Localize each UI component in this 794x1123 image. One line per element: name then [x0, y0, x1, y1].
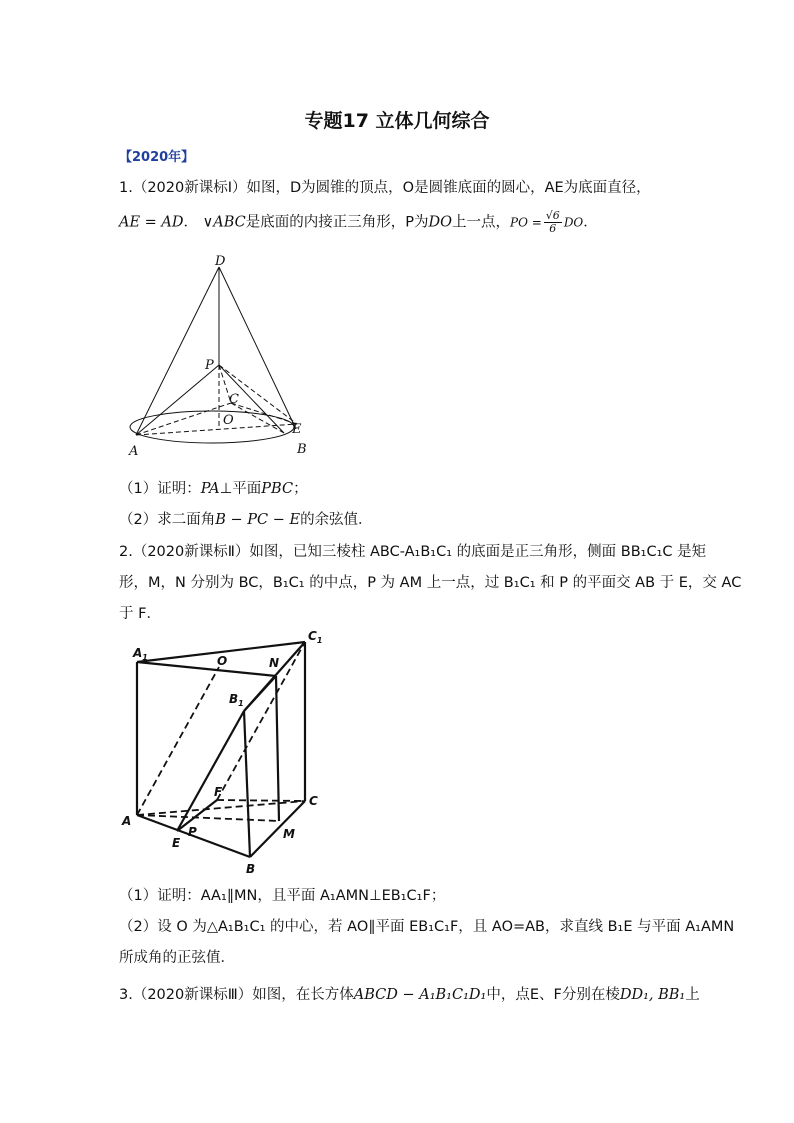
q1-triangle-abc: ∨ABC — [202, 214, 246, 231]
dash-fc1 — [217, 642, 305, 800]
label-b: B — [246, 862, 256, 875]
q2-line2: 形，M，N 分别为 BC，B₁C₁ 的中点，P 为 AM 上一点，过 B₁C₁ 和 P 的平面交 AB 于 E，交 AC — [119, 575, 742, 591]
dash-ae — [136, 424, 297, 435]
q1-frac-num: √6 — [545, 209, 560, 222]
label-p: P — [188, 825, 197, 839]
label-f: F — [214, 785, 223, 799]
q2-part2-line1: （2）设 O 为△A₁B₁C₁ 的中心，若 AO∥平面 EB₁C₁F，且 AO=AB，求直线 B₁E 与平面 A₁AMN — [119, 919, 735, 935]
q3-solid: ABCD − A₁B₁C₁D₁ — [353, 987, 487, 1003]
q1-text-b: 上一点， — [452, 214, 511, 231]
q1-text-a: 是底面的内接正三角形，P为 — [245, 214, 429, 231]
q3-edges: DD₁, BB₁ — [619, 987, 686, 1003]
q3-line1 — [119, 983, 700, 1004]
dash-ac — [136, 403, 231, 435]
q2-line1: 2.（2020新课标Ⅱ）如图，已知三棱柱 ABC-A₁B₁C₁ 的底面是正三角形，侧面 BB₁C₁C 是矩 — [119, 544, 707, 560]
q1-part2-end: 的余弦值． — [300, 512, 373, 528]
label-a: A — [129, 444, 139, 459]
label-b1: $B_1$ — [229, 692, 244, 708]
edge-da — [136, 267, 219, 435]
q1-part2 — [119, 508, 373, 529]
q3-end: 上 — [685, 987, 700, 1003]
q1-fraction — [544, 210, 562, 235]
label-a1: $A_1$ — [133, 646, 148, 662]
q1-expr-po: PO = — [510, 215, 542, 230]
label-a: A — [122, 814, 132, 828]
q1-line1: 1.（2020新课标Ⅰ）如图，D为圆锥的顶点，O是圆锥底面的圆心，AE为底面直径， — [119, 180, 651, 196]
page-title: 专题17 立体几何综合 — [304, 110, 490, 132]
edge-ef — [177, 800, 217, 831]
q1-punct-2: ． — [583, 214, 598, 231]
year-tag: 【2020年】 — [119, 150, 195, 165]
label-c: C — [229, 392, 239, 407]
q1-part1 — [119, 477, 308, 498]
label-p: P — [205, 358, 214, 373]
edge-pa — [136, 365, 219, 435]
q1-part1-lead: （1）证明： — [119, 481, 201, 497]
edge-bc — [250, 801, 305, 857]
label-d: D — [215, 255, 226, 269]
q1-seg-do-2: DO — [563, 215, 584, 230]
q1-line2 — [119, 210, 598, 235]
q2-part1: （1）证明：AA₁∥MN，且平面 A₁AMN⊥EB₁C₁F； — [119, 888, 446, 904]
q1-part2-angle: B − PC − E — [215, 512, 301, 528]
edge-nm — [276, 676, 279, 821]
dash-ce — [231, 403, 297, 424]
q3-lead: 3.（2020新课标Ⅲ）如图，在长方体 — [119, 987, 354, 1003]
label-o: O — [217, 654, 228, 668]
cone-base-ellipse — [130, 411, 294, 443]
q1-expr-ae-ad: AE = AD — [119, 214, 184, 231]
label-b: B — [297, 442, 307, 457]
label-o: O — [223, 413, 234, 428]
edge-nb1 — [244, 676, 276, 711]
dash-ao — [137, 667, 219, 815]
q2-line3: 于 F． — [119, 606, 161, 622]
edge-b1b — [244, 711, 250, 857]
edge-a1n — [137, 662, 276, 676]
label-n: N — [269, 656, 280, 670]
label-m: M — [283, 827, 295, 841]
q2-prism-figure — [119, 625, 339, 875]
q1-frac-den: 6 — [549, 222, 557, 235]
label-c1: $C_1$ — [308, 629, 323, 645]
q1-part1-pa: PA — [200, 481, 220, 497]
dash-fc — [217, 800, 305, 801]
label-e: E — [292, 422, 302, 437]
q1-seg-do: DO — [428, 214, 453, 231]
q1-part1-pbc: PBC — [261, 481, 294, 497]
label-e: E — [172, 836, 181, 850]
label-c: C — [309, 794, 318, 808]
dash-am — [137, 815, 279, 821]
q1-cone-figure — [119, 255, 319, 460]
q2-part2-line2: 所成角的正弦值． — [119, 950, 235, 966]
q1-punct: ． — [183, 214, 199, 231]
q1-part1-end: ； — [293, 481, 308, 497]
q1-part2-lead: （2）求二面角 — [119, 512, 216, 528]
dash-cb — [231, 403, 284, 433]
q3-text: 中，点E、F分别在棱 — [486, 987, 620, 1003]
q1-part1-perp: ⊥平面 — [219, 481, 262, 497]
